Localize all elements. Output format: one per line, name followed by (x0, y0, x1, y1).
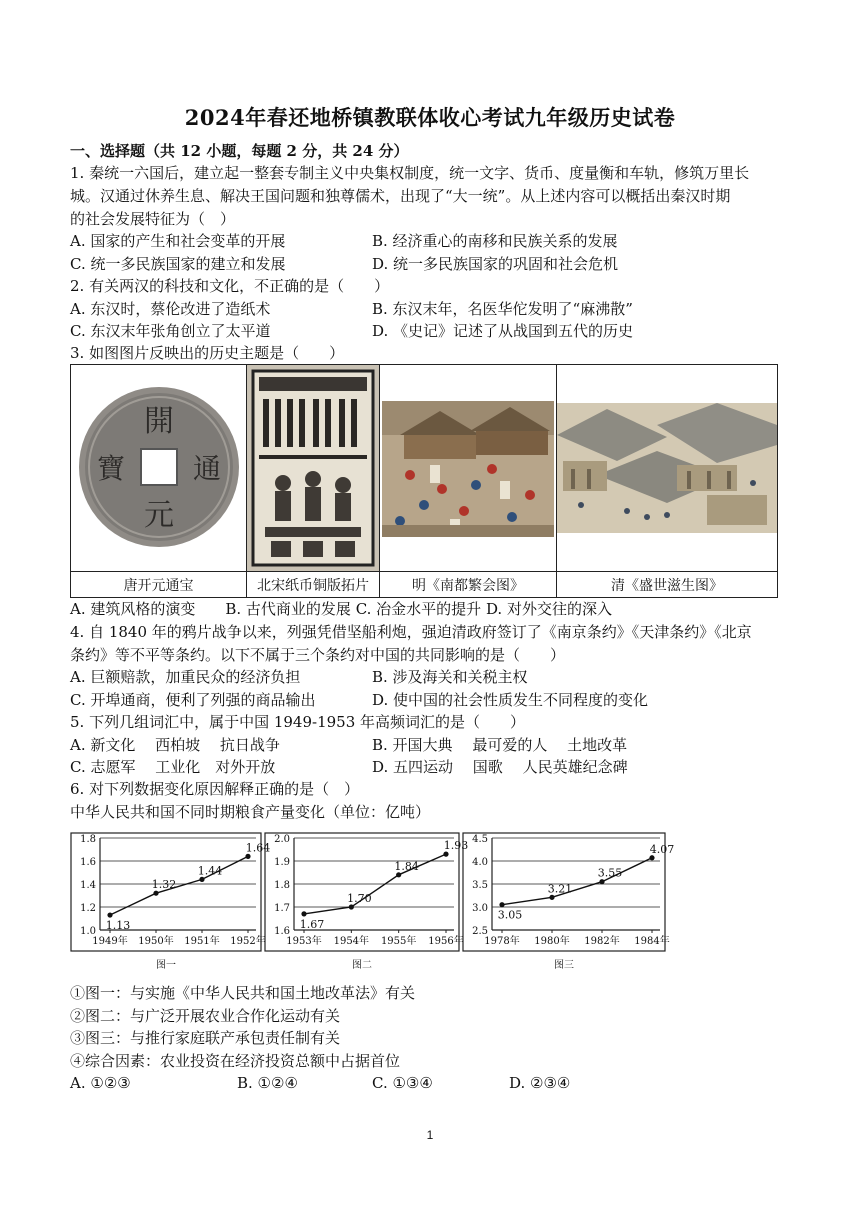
coin-char-top: 開 (144, 404, 174, 439)
q4-option-d: D. 使中国的社会性质发生不同程度的变化 (372, 691, 649, 709)
q1-line-3: 的社会发展特征为（ ） (70, 210, 236, 228)
q1-option-d: D. 统一多民族国家的巩固和社会危机 (372, 255, 619, 273)
x-tick-label: 1956年 (428, 936, 464, 947)
x-tick-label: 1982年 (584, 936, 620, 947)
q6-statement-2: ②图二：与广泛开展农业合作化运动有关 (70, 1007, 341, 1025)
data-label: 4.07 (649, 842, 675, 856)
q2-stem: 2. 有关两汉的科技和文化，不正确的是（ ） (70, 277, 390, 295)
page-number: 1 (426, 1128, 434, 1142)
y-tick-label: 2.0 (274, 834, 290, 845)
section-heading: 一、选择题（共 12 小题，每题 2 分，共 24 分） (70, 142, 409, 160)
q1-option-c: C. 统一多民族国家的建立和发展 (70, 255, 286, 273)
data-point (349, 904, 354, 909)
x-tick-label: 1955年 (380, 936, 417, 947)
coin-char-left: 寶 (96, 452, 126, 485)
q6-statement-1: ①图一：与实施《中华人民共和国土地改革法》有关 (70, 984, 416, 1002)
exam-title: 2024年春还地桥镇教联体收心考试九年级历史试卷 (184, 105, 676, 130)
coin-char-bottom: 元 (144, 498, 174, 533)
q5-option-d: D. 五四运动 国歌 人民英雄纪念碑 (372, 758, 628, 776)
coin-char-right: 通 (192, 452, 222, 485)
y-tick-label: 1.9 (274, 857, 290, 868)
y-tick-label: 2.5 (472, 926, 488, 937)
kaiyuan-coin-image (71, 365, 246, 571)
y-tick-label: 4.5 (472, 834, 488, 845)
q2-option-d: D. 《史记》记述了从战国到五代的历史 (372, 322, 634, 340)
caption-row-divider (71, 571, 777, 572)
data-point (599, 879, 604, 884)
x-tick-label: 1950年 (138, 936, 174, 947)
q1-line-1: 1. 秦统一六国后，建立起一整套专制主义中央集权制度，统一文字、货币、度量衡和车轨，修筑万里长 (70, 164, 750, 182)
data-label: 1.32 (151, 878, 177, 892)
data-label: 1.84 (394, 859, 419, 873)
series-line (502, 858, 652, 905)
q1-line-2: 城。汉通过休养生息、解决王国问题和独尊儒术，出现了“大一统”。从上述内容可以概括出秦汉时期 (70, 187, 731, 205)
q4-option-b: B. 涉及海关和关税主权 (372, 668, 528, 686)
y-tick-label: 1.6 (80, 857, 96, 868)
q5-option-c: C. 志愿军 工业化 对外开放 (70, 758, 276, 776)
chart-2 (264, 832, 469, 974)
x-tick-label: 1984年 (634, 936, 670, 947)
q5-stem: 5. 下列几组词汇中，属于中国 1949-1953 年高频词汇的是（ ） (70, 713, 526, 731)
data-label: 1.70 (347, 892, 372, 905)
q5-option-b: B. 开国大典 最可爱的人 土地改革 (372, 736, 628, 754)
y-tick-label: 1.8 (80, 834, 96, 845)
q6-option-c: C. ①③④ (372, 1074, 433, 1092)
data-point (153, 891, 158, 896)
data-point (396, 872, 401, 877)
q2-option-a: A. 东汉时，蔡伦改进了造纸术 (70, 300, 271, 318)
q2-option-b: B. 东汉末年，名医华佗发明了“麻沸散” (372, 300, 633, 318)
y-tick-label: 4.0 (472, 857, 488, 868)
banknote-image-cell (247, 365, 380, 597)
y-tick-label: 1.8 (274, 880, 290, 891)
chart-3 (462, 832, 675, 974)
data-point (199, 877, 204, 882)
data-point (245, 854, 250, 859)
data-label: 3.55 (597, 866, 623, 880)
shengshi-painting-image (557, 365, 777, 571)
q3-image-table (70, 364, 778, 598)
x-tick-label: 1978年 (484, 936, 520, 947)
y-tick-label: 1.6 (274, 926, 290, 937)
data-label: 3.05 (497, 908, 523, 922)
q6-stem: 6. 对下列数据变化原因解释正确的是（ ） (70, 780, 360, 798)
nandu-painting-cell (380, 365, 557, 597)
y-tick-label: 1.0 (80, 926, 96, 937)
q6-option-a: A. ①②③ (70, 1074, 131, 1092)
x-tick-label: 1952年 (230, 936, 266, 947)
series-line (110, 856, 248, 915)
data-label: 3.21 (547, 882, 573, 896)
data-point (443, 852, 448, 857)
y-tick-label: 3.5 (472, 880, 488, 891)
q6-statement-3: ③图三：与推行家庭联产承包责任制有关 (70, 1029, 341, 1047)
data-point (107, 912, 112, 917)
data-label: 1.44 (197, 864, 223, 878)
q2-option-c: C. 东汉末年张角创立了太平道 (70, 322, 271, 340)
y-tick-label: 3.0 (472, 903, 488, 914)
data-point (549, 895, 554, 900)
caption-nandu: 明《南都繁会图》 (412, 578, 524, 594)
banknote-rubbing-image (247, 365, 379, 571)
x-tick-label: 1980年 (534, 936, 570, 947)
q3-stem: 3. 如图图片反映出的历史主题是（ ） (70, 344, 345, 362)
nandu-painting-image (380, 365, 556, 571)
q6-statement-4: ④综合因素：农业投资在经济投资总额中占据首位 (70, 1052, 401, 1070)
y-tick-label: 1.7 (274, 903, 290, 914)
caption-banknote: 北宋纸币铜版拓片 (257, 578, 369, 594)
q4-line-1: 4. 自 1840 年的鸦片战争以来，列强凭借坚船利炮，强迫清政府签订了《南京条约》《天津条约》《北京 (70, 623, 752, 641)
caption-shengshi: 清《盛世滋生图》 (611, 578, 723, 594)
q1-option-a: A. 国家的产生和社会变革的开展 (70, 232, 286, 250)
q4-option-c: C. 开埠通商，便利了列强的商品输出 (70, 691, 316, 709)
data-point (499, 902, 504, 907)
y-tick-label: 1.4 (80, 880, 96, 891)
data-label: 1.13 (105, 919, 131, 933)
data-label: 1.93 (443, 839, 469, 853)
q5-option-a: A. 新文化 西柏坡 抗日战争 (70, 736, 280, 754)
q4-line-2: 条约》等不平等条约。以下不属于三个条约对中国的共同影响的是（ ） (70, 646, 566, 664)
chart-caption: 图二 (352, 960, 372, 971)
data-point (301, 911, 306, 916)
y-tick-label: 1.2 (80, 903, 96, 914)
q3-options: A. 建筑风格的演变 B. 古代商业的发展 C. 冶金水平的提升 D. 对外交往的深入 (70, 600, 612, 618)
shengshi-painting-cell (557, 365, 778, 597)
q1-option-b: B. 经济重心的南移和民族关系的发展 (372, 232, 618, 250)
q6-option-b: B. ①②④ (237, 1074, 298, 1092)
chart-1 (70, 832, 271, 974)
caption-coin: 唐开元通宝 (123, 578, 194, 594)
q4-option-a: A. 巨额赔款，加重民众的经济负担 (70, 668, 301, 686)
x-tick-label: 1953年 (286, 936, 322, 947)
q6-option-d: D. ②③④ (509, 1074, 571, 1092)
chart-caption: 图一 (156, 960, 176, 971)
q6-chart-title: 中华人民共和国不同时期粮食产量变化（单位：亿吨） (70, 803, 431, 821)
data-point (649, 855, 654, 860)
x-tick-label: 1951年 (184, 936, 220, 947)
data-label: 1.67 (299, 917, 325, 931)
chart-caption: 图三 (554, 960, 574, 971)
data-label: 1.64 (245, 841, 271, 855)
coin-image-cell (71, 365, 247, 597)
x-tick-label: 1954年 (333, 936, 370, 947)
x-tick-label: 1949年 (92, 936, 128, 947)
